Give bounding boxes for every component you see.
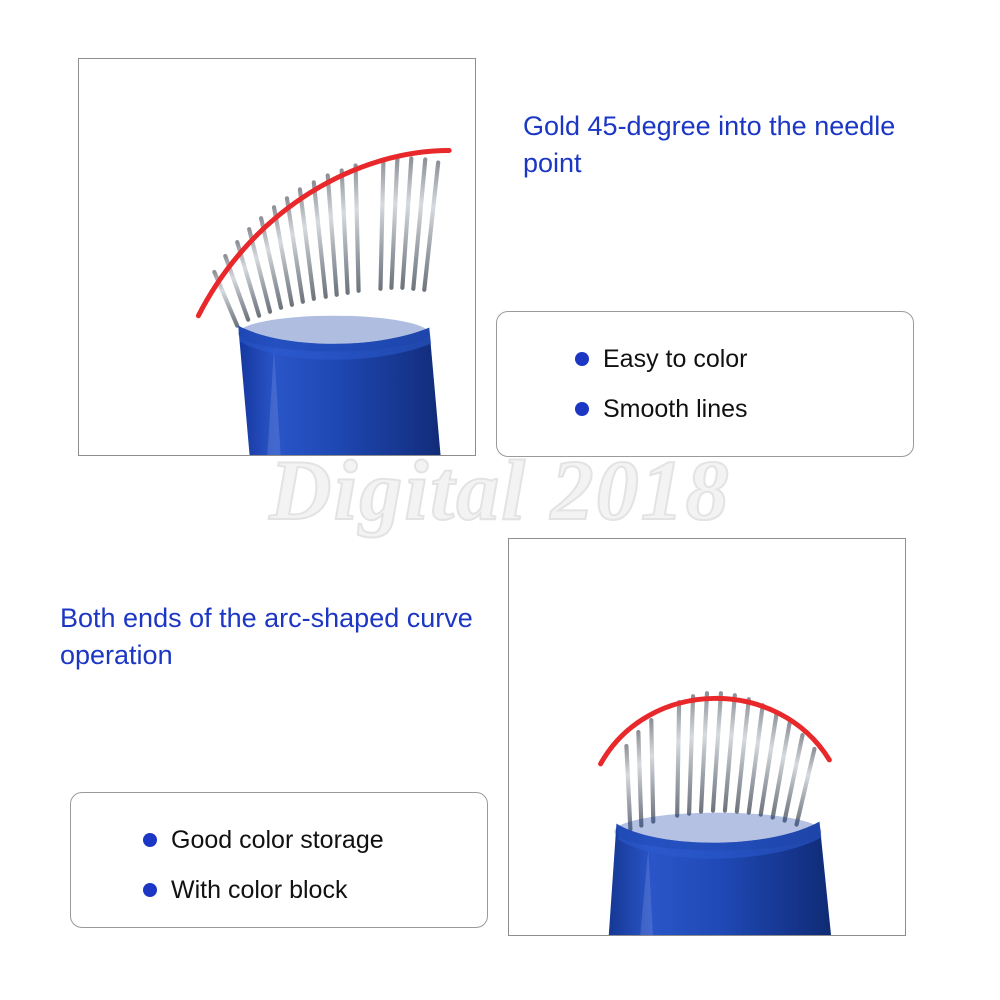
list-item: [497, 334, 913, 384]
bullet-dot-icon: [143, 883, 157, 897]
microblading-needle-blade-angled-illustration: [79, 59, 475, 455]
photo-panel-needle-curved: [508, 538, 906, 936]
bullet-dot-icon: [143, 833, 157, 847]
bullet-box-right: [496, 311, 914, 457]
headline-gold-45-degree: Gold 45-degree into the needle point: [523, 111, 896, 178]
list-item: [71, 865, 487, 915]
bullet-label: With color block: [171, 875, 348, 904]
watermark-digital-2018: Digital 2018: [269, 442, 731, 538]
bullet-dot-icon: [575, 402, 589, 416]
bullet-label: Easy to color: [603, 344, 748, 373]
photo-panel-needle-angled: [78, 58, 476, 456]
bullet-label: Smooth lines: [603, 394, 748, 423]
microblading-needle-blade-curved-illustration: [509, 539, 905, 935]
bullet-box-left: [70, 792, 488, 928]
list-item: [71, 815, 487, 865]
headline-arc-shaped-curve: Both ends of the arc-shaped curve operation: [60, 603, 473, 670]
bullet-label: Good color storage: [171, 825, 384, 854]
list-item: [497, 384, 913, 434]
bullet-dot-icon: [575, 352, 589, 366]
